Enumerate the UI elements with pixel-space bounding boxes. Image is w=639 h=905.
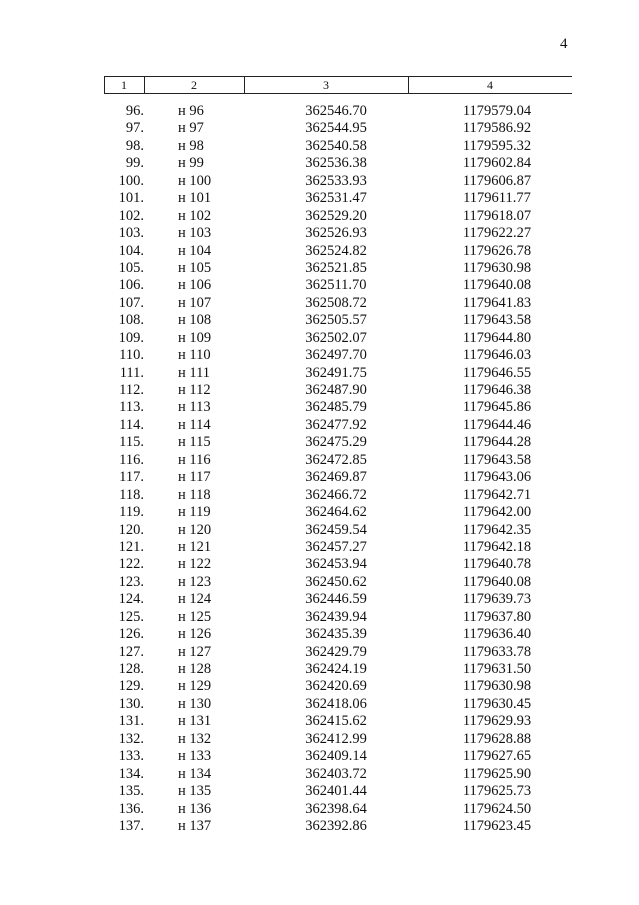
row-number: 125.: [118, 608, 144, 625]
coord-y: 1179640.08: [462, 277, 532, 294]
row-number: 112.: [119, 382, 144, 398]
coord-y: 1179631.50: [462, 661, 532, 677]
table-row: [104, 260, 572, 277]
row-number: 116.: [119, 451, 144, 468]
point-id: н 119: [178, 504, 211, 521]
table-row: [104, 452, 572, 469]
point-id: н 129: [178, 678, 212, 695]
table-row: [104, 766, 572, 783]
point-id: н 120: [178, 521, 212, 538]
table-row: [104, 661, 572, 678]
coord-y: 1179579.04: [462, 103, 532, 119]
table-header: [104, 76, 572, 94]
table-row: [104, 801, 572, 818]
row-number: 106.: [118, 277, 144, 294]
point-id: н 114: [178, 416, 211, 433]
point-id: н 124: [178, 591, 212, 608]
row-number: 133.: [118, 748, 144, 765]
coord-x: 362544.95: [305, 120, 367, 137]
coord-y: 1179606.87: [462, 172, 532, 189]
row-number: 130.: [118, 695, 144, 712]
table-row: [104, 574, 572, 591]
coord-x: 362459.54: [305, 521, 367, 538]
row-number: 97.: [125, 120, 144, 137]
point-id: н 106: [178, 277, 212, 294]
row-number: 121.: [118, 538, 144, 555]
point-id: н 126: [178, 626, 212, 643]
coord-x: 362485.79: [305, 399, 367, 416]
coord-x: 362429.79: [305, 643, 367, 660]
table-row: [104, 277, 572, 294]
row-number: 103.: [118, 225, 144, 242]
point-id: н 109: [178, 329, 212, 346]
point-id: н 115: [178, 434, 211, 451]
table-row: [104, 644, 572, 661]
coord-x: 362475.29: [305, 434, 367, 451]
row-number: 120.: [118, 521, 144, 538]
coord-x: 362453.94: [305, 556, 367, 573]
row-number: 129.: [118, 678, 144, 695]
table-row: [104, 469, 572, 486]
point-id: н 131: [178, 713, 212, 730]
row-number: 134.: [118, 765, 144, 782]
coord-y: 1179640.78: [462, 556, 532, 573]
row-number: 136.: [118, 800, 144, 817]
coord-y: 1179636.40: [462, 626, 532, 643]
coord-x: 362533.93: [305, 172, 367, 189]
coord-y: 1179644.28: [462, 434, 532, 451]
coord-x: 362511.70: [305, 277, 367, 294]
coord-y: 1179624.50: [462, 800, 532, 817]
coord-y: 1179642.00: [462, 504, 532, 521]
coord-x: 362502.07: [305, 329, 367, 346]
table-row: [104, 120, 572, 137]
coord-y: 1179628.88: [462, 730, 532, 747]
coord-x: 362398.64: [305, 800, 367, 817]
coord-y: 1179640.08: [462, 573, 532, 590]
point-id: н 137: [178, 817, 212, 834]
header-col4: 4: [487, 78, 493, 92]
coord-x: 362415.62: [305, 713, 367, 730]
point-id: н 136: [178, 800, 212, 817]
point-id: н 102: [178, 207, 212, 224]
table-row: [104, 783, 572, 800]
coord-x: 362526.93: [305, 225, 367, 242]
coord-x: 362487.90: [305, 382, 367, 398]
coord-y: 1179622.27: [462, 225, 532, 242]
coord-y: 1179626.78: [462, 242, 532, 259]
coord-x: 362505.57: [305, 312, 367, 329]
row-number: 108.: [118, 312, 144, 329]
coord-x: 362546.70: [305, 103, 367, 119]
row-number: 117.: [119, 469, 144, 486]
header-col2: 2: [191, 78, 197, 92]
row-number: 119.: [119, 504, 144, 521]
coord-x: 362412.99: [305, 730, 367, 747]
point-id: н 113: [178, 399, 211, 416]
coord-x: 362472.85: [305, 451, 367, 468]
point-id: н 125: [178, 608, 212, 625]
coord-y: 1179641.83: [462, 294, 532, 311]
row-number: 114.: [119, 416, 144, 433]
table-row: [104, 399, 572, 416]
coord-y: 1179630.45: [462, 695, 532, 712]
coord-y: 1179645.86: [462, 399, 532, 416]
table-row: [104, 330, 572, 347]
row-number: 122.: [118, 556, 144, 573]
table-row: [104, 591, 572, 608]
coord-x: 362469.87: [305, 469, 367, 486]
coord-y: 1179611.77: [463, 190, 531, 207]
point-id: н 99: [178, 155, 204, 172]
point-id: н 101: [178, 190, 212, 207]
row-number: 135.: [118, 783, 144, 800]
coord-y: 1179630.98: [462, 259, 532, 276]
point-id: н 110: [178, 347, 211, 364]
point-id: н 127: [178, 643, 212, 660]
coord-y: 1179642.35: [462, 521, 532, 538]
coord-x: 362401.44: [305, 783, 367, 800]
point-id: н 123: [178, 573, 212, 590]
row-number: 109.: [118, 329, 144, 346]
row-number: 128.: [118, 661, 144, 677]
table-row: [104, 417, 572, 434]
table-row: [104, 155, 572, 172]
row-number: 102.: [118, 207, 144, 224]
row-number: 118.: [119, 486, 144, 503]
table-row: [104, 678, 572, 695]
coord-x: 362491.75: [305, 364, 367, 381]
point-id: н 133: [178, 748, 212, 765]
coord-y: 1179646.03: [462, 347, 532, 364]
table-row: [104, 295, 572, 312]
coord-y: 1179644.80: [462, 329, 532, 346]
coord-y: 1179642.71: [462, 486, 532, 503]
table-row: [104, 713, 572, 730]
coord-y: 1179623.45: [462, 817, 532, 834]
row-number: 123.: [118, 573, 144, 590]
coord-y: 1179602.84: [462, 155, 532, 172]
coord-y: 1179637.80: [462, 608, 532, 625]
coord-y: 1179595.32: [462, 137, 532, 154]
row-number: 131.: [118, 713, 144, 730]
point-id: н 117: [178, 469, 211, 486]
row-number: 101.: [118, 190, 144, 207]
point-id: н 116: [178, 451, 211, 468]
table-row: [104, 243, 572, 260]
table-row: [104, 748, 572, 765]
coord-x: 362439.94: [305, 608, 367, 625]
coord-y: 1179643.58: [462, 312, 532, 329]
table-row: [104, 626, 572, 643]
row-number: 96.: [125, 103, 144, 119]
coordinates-table: [104, 103, 572, 835]
row-number: 115.: [119, 434, 144, 451]
coord-y: 1179643.06: [462, 469, 532, 486]
point-id: н 130: [178, 695, 212, 712]
row-number: 137.: [118, 817, 144, 834]
point-id: н 118: [178, 486, 211, 503]
point-id: н 112: [178, 382, 211, 398]
row-number: 132.: [118, 730, 144, 747]
point-id: н 96: [178, 103, 204, 119]
point-id: н 135: [178, 783, 212, 800]
coord-x: 362418.06: [305, 695, 367, 712]
table-row: [104, 382, 572, 399]
coord-x: 362420.69: [305, 678, 367, 695]
row-number: 124.: [118, 591, 144, 608]
row-number: 99.: [125, 155, 144, 172]
row-number: 98.: [125, 137, 144, 154]
table-row: [104, 539, 572, 556]
coord-y: 1179644.46: [462, 416, 532, 433]
coord-x: 362403.72: [305, 765, 367, 782]
coord-x: 362409.14: [305, 748, 367, 765]
row-number: 111.: [119, 364, 144, 381]
point-id: н 111: [178, 364, 211, 381]
coord-y: 1179627.65: [462, 748, 532, 765]
coord-x: 362457.27: [305, 538, 367, 555]
coord-x: 362521.85: [305, 259, 367, 276]
table-row: [104, 609, 572, 626]
table-row: [104, 504, 572, 521]
point-id: н 134: [178, 765, 212, 782]
row-number: 113.: [119, 399, 144, 416]
coord-y: 1179625.73: [462, 783, 532, 800]
coord-x: 362464.62: [305, 504, 367, 521]
table-row: [104, 312, 572, 329]
coord-y: 1179629.93: [462, 713, 532, 730]
table-row: [104, 556, 572, 573]
header-col1: 1: [121, 78, 127, 92]
table-row: [104, 731, 572, 748]
coord-x: 362477.92: [305, 416, 367, 433]
coord-y: 1179625.90: [462, 765, 532, 782]
coord-x: 362446.59: [305, 591, 367, 608]
table-row: [104, 696, 572, 713]
table-row: [104, 173, 572, 190]
table-row: [104, 190, 572, 207]
point-id: н 121: [178, 538, 212, 555]
table-row: [104, 434, 572, 451]
table-row: [104, 347, 572, 364]
point-id: н 128: [178, 661, 212, 677]
coord-x: 362392.86: [305, 817, 367, 834]
table-row: [104, 103, 572, 120]
table-row: [104, 365, 572, 382]
coord-x: 362531.47: [305, 190, 367, 207]
row-number: 127.: [118, 643, 144, 660]
table-row: [104, 818, 572, 835]
coord-x: 362450.62: [305, 573, 367, 590]
coord-y: 1179646.55: [462, 364, 532, 381]
coord-x: 362536.38: [305, 155, 367, 172]
coord-y: 1179618.07: [462, 207, 532, 224]
coord-x: 362424.19: [305, 661, 367, 677]
coord-x: 362466.72: [305, 486, 367, 503]
point-id: н 132: [178, 730, 212, 747]
table-row: [104, 522, 572, 539]
coord-y: 1179586.92: [462, 120, 532, 137]
point-id: н 100: [178, 172, 212, 189]
coord-y: 1179642.18: [462, 538, 532, 555]
row-number: 110.: [119, 347, 144, 364]
coord-x: 362524.82: [305, 242, 367, 259]
coord-y: 1179633.78: [462, 643, 532, 660]
header-col3: 3: [323, 78, 329, 92]
row-number: 126.: [118, 626, 144, 643]
point-id: н 97: [178, 120, 204, 137]
point-id: н 103: [178, 225, 212, 242]
row-number: 100.: [118, 172, 144, 189]
coord-x: 362435.39: [305, 626, 367, 643]
coord-y: 1179630.98: [462, 678, 532, 695]
coord-x: 362508.72: [305, 294, 367, 311]
row-number: 105.: [118, 259, 144, 276]
point-id: н 108: [178, 312, 212, 329]
coord-y: 1179646.38: [462, 382, 532, 398]
coord-x: 362497.70: [305, 347, 367, 364]
point-id: н 98: [178, 137, 204, 154]
coord-x: 362540.58: [305, 137, 367, 154]
point-id: н 122: [178, 556, 212, 573]
point-id: н 107: [178, 294, 212, 311]
table-row: [104, 225, 572, 242]
point-id: н 105: [178, 259, 212, 276]
row-number: 107.: [118, 294, 144, 311]
row-number: 104.: [118, 242, 144, 259]
page-number: 4: [560, 36, 568, 52]
coord-y: 1179639.73: [462, 591, 532, 608]
table-row: [104, 138, 572, 155]
table-row: [104, 487, 572, 504]
coord-y: 1179643.58: [462, 451, 532, 468]
point-id: н 104: [178, 242, 212, 259]
coord-x: 362529.20: [305, 207, 367, 224]
table-row: [104, 208, 572, 225]
